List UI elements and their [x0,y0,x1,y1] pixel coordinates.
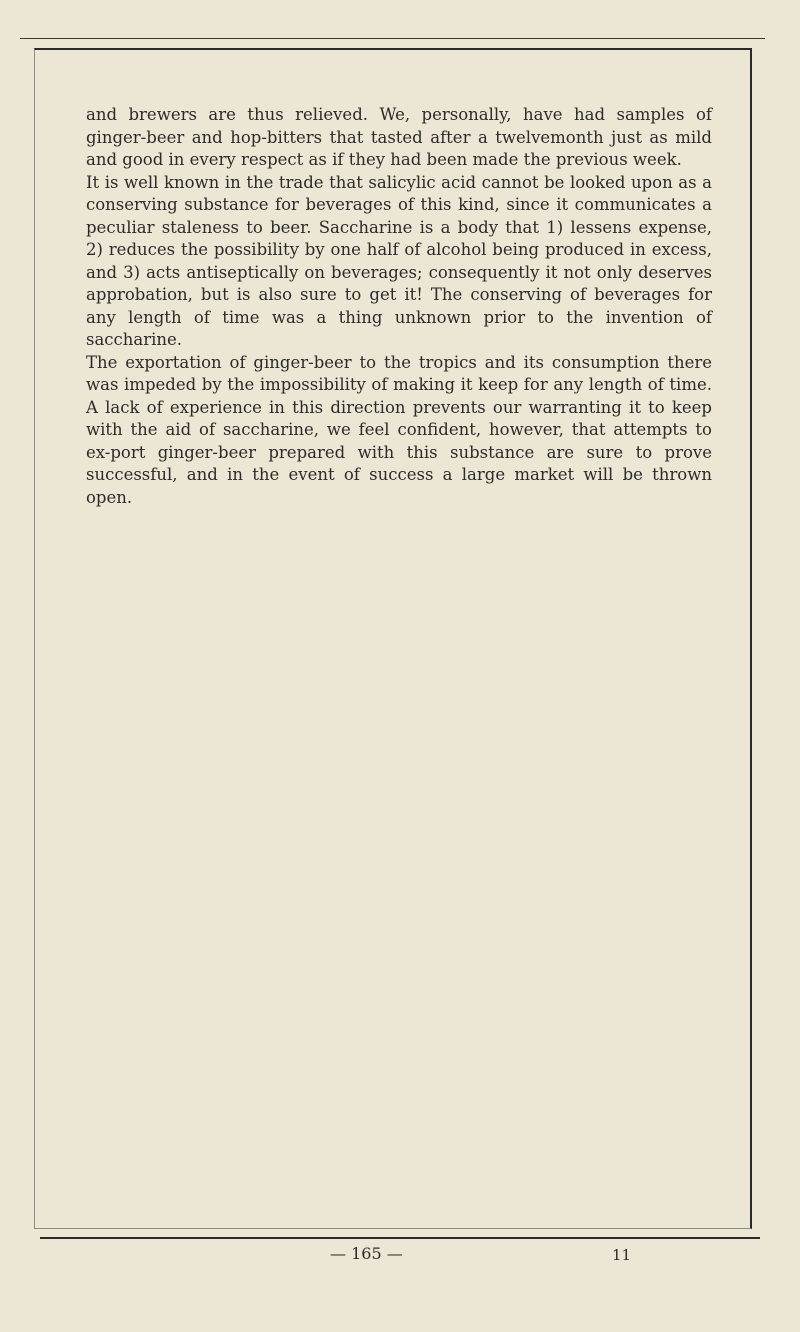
bottom-rule [40,1237,760,1239]
paragraph-3: The exportation of ginger-beer to the tropics and its consumption there was impeded by the impossibility of making it keep for any length of time. A lack of experience in this direction prevents our warranting it to keep with the aid of saccharine, we feel confident, however, that attempts to ex-port ginger-beer prepared with this substance are sure to prove successful, and in the event of success a large market will be thrown open. [86,352,712,507]
body-text [86,104,712,509]
signature-mark: 11 [612,1246,632,1264]
paragraph-1: and brewers are thus relieved. We, personally, have had samples of ginger-beer and hop-bitters that tasted after a twelvemonth just as mild and good in every respect as if they had been made the previous week. [86,105,712,169]
top-outer-rule [20,38,765,39]
paragraph-2: It is well known in the trade that salicylic acid cannot be looked upon as a conserving substance for beverages of this kind, since it communicates a peculiar staleness to beer. Saccharine is a body that 1) lessens expense, 2) reduces the possibility by one half of alcohol being produced in excess, and 3) acts antiseptically on beverages; consequently it not only deserves approbation, but is also sure to get it! The conserving of beverages for any length of time was a thing unknown prior to the invention of saccharine. [86,172,712,349]
page-number: — 165 — [330,1244,403,1263]
